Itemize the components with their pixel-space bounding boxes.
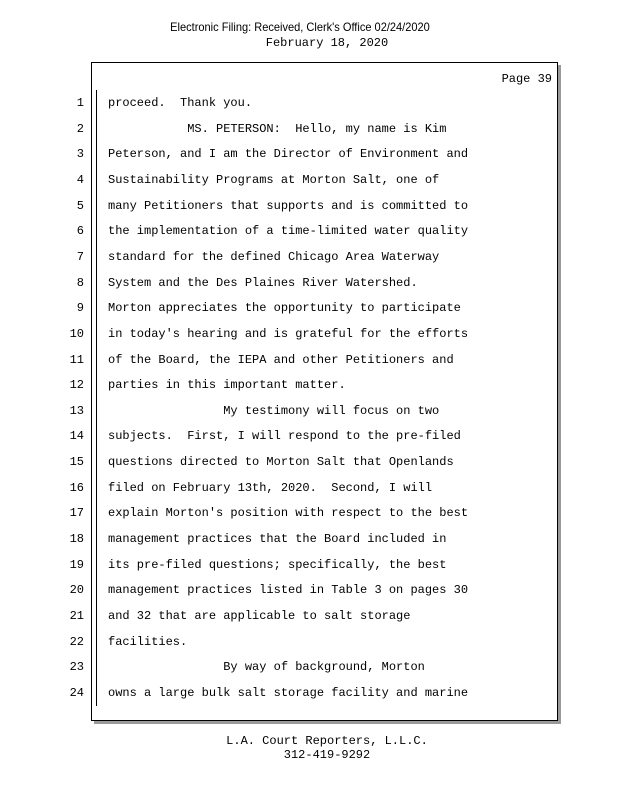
reporter-name: L.A. Court Reporters, L.L.C. — [226, 734, 428, 748]
line-number: 4 — [76, 173, 84, 187]
line-number: 20 — [69, 583, 84, 597]
line-text: subjects. First, I will respond to the pre-filed — [108, 429, 461, 443]
line-number: 3 — [76, 147, 84, 161]
line-text: parties in this important matter. — [108, 378, 346, 392]
line-number: 18 — [69, 532, 84, 546]
filing-stamp: Electronic Filing: Received, Clerk's Office 02/24/2020 — [170, 20, 430, 34]
line-number: 5 — [76, 199, 84, 213]
line-number: 16 — [69, 481, 84, 495]
line-text: standard for the defined Chicago Area Waterway — [108, 250, 440, 264]
line-number: 14 — [69, 429, 84, 443]
line-number: 7 — [76, 250, 84, 264]
line-text: MS. PETERSON: Hello, my name is Kim — [108, 122, 447, 136]
line-number: 11 — [69, 353, 84, 367]
line-text: management practices that the Board included in — [108, 532, 447, 546]
line-number: 10 — [69, 327, 84, 341]
line-text: in today's hearing and is grateful for the efforts — [108, 327, 469, 341]
line-text: questions directed to Morton Salt that Openlands — [108, 455, 454, 469]
line-text: filed on February 13th, 2020. Second, I will — [108, 481, 433, 495]
line-text: owns a large bulk salt storage facility and marine — [108, 686, 469, 700]
line-number: 23 — [69, 660, 84, 674]
line-text: facilities. — [108, 635, 188, 649]
line-text: By way of background, Morton — [108, 660, 425, 674]
line-number: 24 — [69, 686, 84, 700]
line-number: 13 — [69, 404, 84, 418]
line-text: Sustainability Programs at Morton Salt, one of — [108, 173, 440, 187]
line-text: the implementation of a time-limited water quality — [108, 224, 469, 238]
line-number: 6 — [76, 224, 84, 238]
line-text: System and the Des Plaines River Watershed. — [108, 276, 418, 290]
page-number: Page 39 — [501, 72, 552, 86]
line-text: its pre-filed questions; specifically, the best — [108, 558, 447, 572]
line-text: Morton appreciates the opportunity to participate — [108, 301, 461, 315]
line-number: 22 — [69, 635, 84, 649]
line-number: 1 — [76, 96, 84, 110]
transcript-date: February 18, 2020 — [265, 36, 389, 50]
line-number: 17 — [69, 506, 84, 520]
line-number: 19 — [69, 558, 84, 572]
line-number: 9 — [76, 301, 84, 315]
line-text: management practices listed in Table 3 on pages 30 — [108, 583, 469, 597]
line-text: proceed. Thank you. — [108, 96, 253, 110]
line-text: Peterson, and I am the Director of Environment and — [108, 147, 469, 161]
line-number: 21 — [69, 609, 84, 623]
line-text: many Petitioners that supports and is committed to — [108, 199, 469, 213]
line-number: 15 — [69, 455, 84, 469]
line-text: My testimony will focus on two — [108, 404, 440, 418]
line-text: explain Morton's position with respect to the best — [108, 506, 469, 520]
line-text: and 32 that are applicable to salt storage — [108, 609, 411, 623]
line-number: 2 — [76, 122, 84, 136]
line-number: 8 — [76, 276, 84, 290]
reporter-phone: 312-419-9292 — [283, 748, 371, 762]
line-number: 12 — [69, 378, 84, 392]
margin-rule — [96, 90, 97, 706]
line-text: of the Board, the IEPA and other Petitioners and — [108, 353, 454, 367]
